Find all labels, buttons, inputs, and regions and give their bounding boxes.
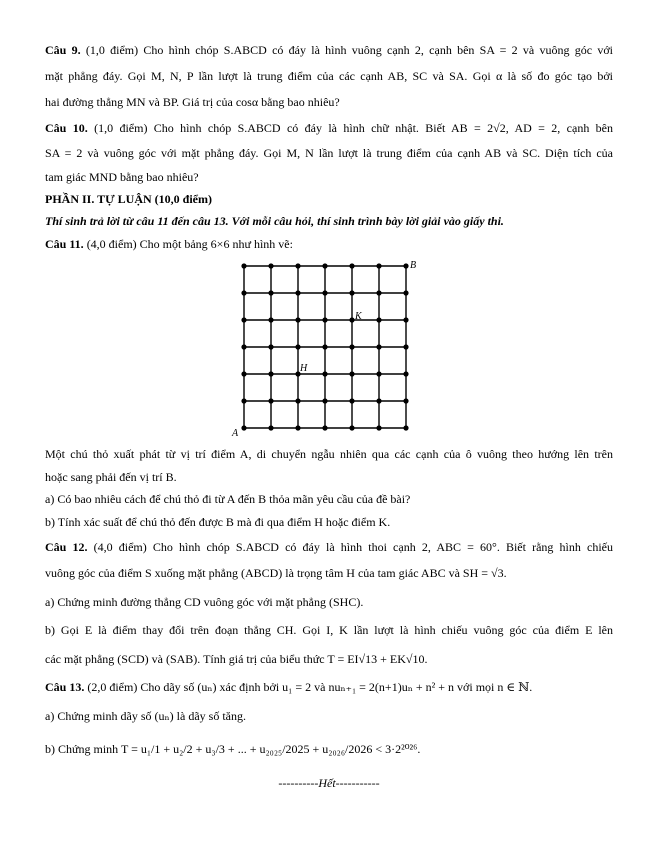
grid-node [268,371,273,376]
q10-line2: SA = 2 và vuông góc với mặt phẳng đáy. Gọi M, N lần lượt là trung điểm của cạnh AB và SC. Diện tích của [45,146,613,160]
grid-node [403,371,408,376]
q11-line2: Một chú thỏ xuất phát từ vị trí điểm A, di chuyển ngẫu nhiên qua các cạnh của ô vuông theo hướng lên trên [45,447,613,461]
part2-title: PHẦN II. TỰ LUẬN (10,0 điểm) [45,192,212,206]
grid-node [322,371,327,376]
grid-node [322,317,327,322]
q13-part-a: a) Chứng minh dãy số (uₙ) là dãy số tăng. [45,709,246,723]
grid-node [349,344,354,349]
q12-label: Câu 12. [45,540,88,554]
grid-node [268,425,273,430]
grid-node [322,263,327,268]
label-k: K [355,311,362,322]
q11-part-a: a) Có bao nhiêu cách để chú thỏ đi từ A đến B thỏa mãn yêu cầu của đề bài? [45,492,411,506]
grid-node [241,398,246,403]
grid-node [403,317,408,322]
grid-node [295,398,300,403]
q11-label: Câu 11. [45,237,84,251]
grid-node [241,425,246,430]
end-marker: ----------Hết----------- [278,776,380,790]
q12-line1 [45,540,613,555]
grid-node [403,344,408,349]
label-h: H [300,363,308,374]
q13-label: Câu 13. [45,680,85,694]
grid-node [322,398,327,403]
grid-node [403,290,408,295]
q12-line2: vuông góc của điểm S xuống mặt phẳng (ABCD) là trọng tâm H của tam giác ABC và SH = √3. [45,566,507,580]
q10-label: Câu 10. [45,121,88,135]
q10-line1 [45,121,613,136]
q10-line3: tam giác MND bằng bao nhiêu? [45,170,199,184]
q12-part-a: a) Chứng minh đường thẳng CD vuông góc với mặt phẳng (SHC). [45,595,364,609]
q11-line1 [45,237,293,252]
grid-node [403,398,408,403]
grid-node [295,344,300,349]
grid-node [349,371,354,376]
grid-node [349,263,354,268]
grid-node [376,290,381,295]
grid-node [241,317,246,322]
grid-node [268,344,273,349]
grid-node [322,344,327,349]
grid-node [295,425,300,430]
q12-text1: (4,0 điểm) Cho hình chóp S.ABCD có đáy là hình thoi cạnh 2, ABC = 60°. Biết rằng hình chiếu [87,540,613,554]
grid-node [376,317,381,322]
q12-part-b1: b) Gọi E là điểm thay đổi trên đoạn thẳng CH. Gọi I, K lần lượt là hình chiếu vuông góc của điểm E lên [45,623,613,637]
grid-node [349,425,354,430]
q9-line2: mặt phẳng đáy. Gọi M, N, P lần lượt là trung điểm của các cạnh AB, SC và SA. Gọi α là số đo góc tạo bởi [45,69,613,83]
grid-node [349,317,354,322]
grid-node [241,263,246,268]
grid-node [322,425,327,430]
grid-node [376,371,381,376]
q13-text1: (2,0 điểm) Cho dãy số (uₙ) xác định bởi u₁ = 2 và nuₙ₊₁ = 2(n+1)uₙ + n² + n với mọi n ∈ ℕ. [84,680,533,694]
label-a: A [232,428,239,438]
q13-part-b: b) Chứng minh T = u₁/1 + u₂/2 + u₃/3 + ... + u₂₀₂₅/2025 + u₂₀₂₆/2026 < 3·2²⁰²⁶. [45,742,421,756]
grid-node [403,425,408,430]
part2-instruction: Thí sinh trả lời từ câu 11 đến câu 13. Với mỗi câu hỏi, thí sinh trình bày lời giải vào giấy thi. [45,214,504,228]
grid-node [241,344,246,349]
grid-node [295,290,300,295]
label-b: B [410,260,417,271]
grid-node [295,263,300,268]
grid-node [322,290,327,295]
q11-line3: hoặc sang phải đến vị trí B. [45,470,177,484]
q12-part-b2: các mặt phẳng (SCD) và (SAB). Tính giá trị của biểu thức T = EI√13 + EK√10. [45,652,428,666]
grid-node [268,290,273,295]
grid-diagram [228,258,428,438]
grid-node [241,290,246,295]
grid-node [295,317,300,322]
q9-label: Câu 9. [45,43,81,57]
grid-node [403,263,408,268]
grid-node [376,344,381,349]
grid-node [268,263,273,268]
grid-node [268,398,273,403]
q9-text1: (1,0 điểm) Cho hình chóp S.ABCD có đáy là hình vuông cạnh 2, cạnh bên SA = 2 và vuông góc với [80,43,614,57]
q13-line1 [45,680,532,695]
grid-node [376,398,381,403]
q11-text1: (4,0 điểm) Cho một bảng 6×6 như hình vẽ: [83,237,293,251]
grid-node [376,425,381,430]
grid-node [268,317,273,322]
q11-part-b: b) Tính xác suất để chú thỏ đến được B mà đi qua điểm H hoặc điểm K. [45,515,391,529]
q9-line1 [45,43,613,58]
q9-line3: hai đường thẳng MN và BP. Giá trị của cosα bằng bao nhiêu? [45,95,340,109]
grid-node [376,263,381,268]
grid-node [241,371,246,376]
q10-text1: (1,0 điểm) Cho hình chóp S.ABCD có đáy là hình chữ nhật. Biết AB = 2√2, AD = 2, cạnh bên [87,121,614,135]
grid-node [349,290,354,295]
grid-node [349,398,354,403]
